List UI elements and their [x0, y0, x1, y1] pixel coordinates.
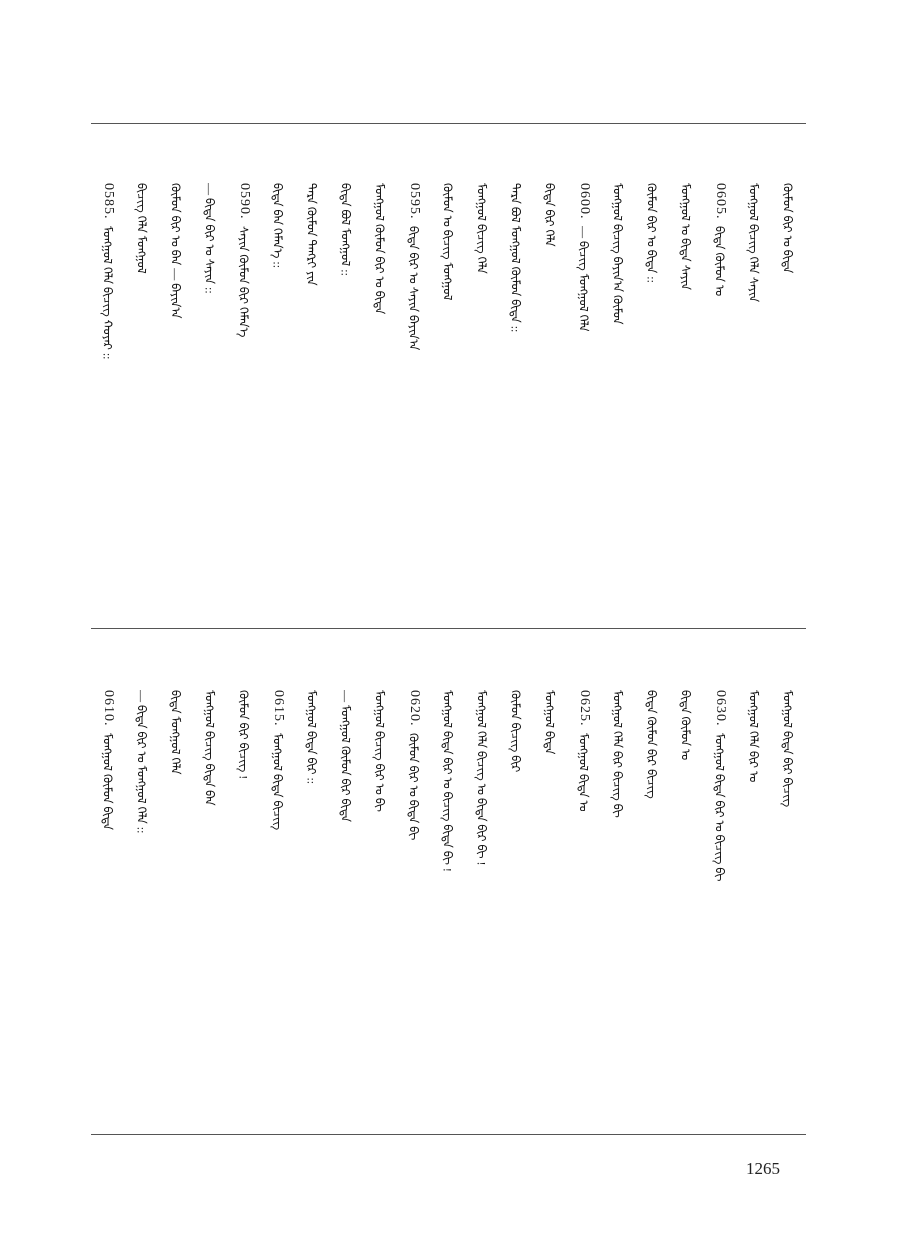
- verse-column: [470, 183, 494, 274]
- verse-column: [164, 183, 188, 319]
- verse-line: ᠮᠣᠩᠭᠣᠯ ᠪᠢᠳᠡ ᠪᠢᠷ ᠪᠢᠴᠢᠭ: [780, 690, 795, 808]
- verse-line: ᠬᠦᠮᠦᠨ ᠪᠢᠴᠢᠭ ᠪᠢᠷ: [508, 690, 523, 773]
- verse-column: [640, 183, 664, 283]
- verse-line: ᠮᠣᠩᠭᠣᠯ ᠤ ᠪᠢᠳᠡ ᠰᠠᠶᠢᠨ: [678, 183, 693, 290]
- verse-column: [606, 183, 630, 325]
- verse-line: ᠮᠣᠩᠭᠣᠯ ᠪᠢᠴᠢᠭ ᠬᠡᠯᠡ: [474, 183, 489, 274]
- verse-number: 0585.: [101, 183, 116, 220]
- verse-column: [300, 183, 324, 286]
- verse-line: ᠬᠦᠮᠦᠨ ᠪᠢᠷ ᠪᠢᠴᠢᠭ !: [236, 690, 251, 780]
- verse-column: [164, 690, 188, 775]
- verse-column: [232, 183, 256, 337]
- verse-line: ᠪᠢᠳᠡ ᠪᠢᠷ ᠬᠡᠯᠡ: [542, 183, 557, 247]
- verse-number: 0600.: [577, 183, 592, 220]
- verse-number: 0625.: [577, 690, 592, 727]
- verse-line: ᠬᠦᠮᠦᠨ ᠪᠢᠷ ᠤ ᠪᠠᠨ — ᠪᠠᠶᠢᠨ᠎ᠠ: [168, 183, 183, 319]
- verse-line: ᠮᠣᠩᠭᠣᠯ ᠪᠢᠳᠡ ᠪᠢᠷ ::: [304, 690, 319, 785]
- verse-column: [742, 690, 766, 782]
- top-divider: [91, 123, 806, 124]
- middle-divider: [91, 628, 806, 629]
- verse-number: 0620.: [407, 690, 422, 727]
- verse-line: ᠮᠣᠩᠭᠣᠯ ᠪᠢᠴᠢᠭ ᠪᠠᠶᠢᠨ᠎ᠠ ᠬᠦᠮᠦᠨ: [610, 183, 625, 325]
- verse-line: ᠮᠣᠩᠭᠣᠯ ᠪᠢᠳᠡ ᠪᠢᠴᠢᠭ: [270, 732, 285, 830]
- verse-column: [402, 183, 426, 350]
- verse-line: ᠮᠣᠩᠭᠣᠯ ᠪᠢᠴᠢᠭ ᠪᠢᠷ ᠤ ᠪᠢ: [372, 690, 387, 812]
- verse-column: [96, 183, 120, 359]
- verse-line: ᠲᠡᠷᠡ ᠪᠣᠯ ᠮᠣᠩᠭᠣᠯ ᠬᠦᠮᠦᠨ ᠪᠢᠳᠡ ::: [508, 183, 523, 333]
- verse-column: [334, 690, 358, 822]
- verse-column: [198, 690, 222, 806]
- verse-column: [742, 183, 766, 302]
- verse-column: [708, 690, 732, 881]
- verse-line: ᠪᠢᠳᠡ ᠮᠣᠩᠭᠣᠯ ᠬᠡᠯᠡ: [168, 690, 183, 775]
- verse-column: [436, 690, 460, 872]
- verse-column: [504, 183, 528, 332]
- verse-line: ᠮᠣᠩᠭᠣᠯ ᠪᠢᠳᠡ ᠤ: [576, 732, 591, 812]
- verse-column: [776, 183, 800, 273]
- verse-line: ᠪᠢᠳᠡ ᠬᠦᠮᠦᠨ ᠤ: [678, 690, 693, 761]
- verse-line: ᠪᠢᠳᠡ ᠬᠦᠮᠦᠨ ᠪᠢᠷ ᠪᠢᠴᠢᠭ: [644, 690, 659, 799]
- verse-column: [130, 183, 154, 274]
- verse-line: ᠮᠣᠩᠭᠣᠯ ᠬᠡᠯᠡ ᠪᠢᠴᠢᠭ ᠤ ᠪᠢᠳᠡ ᠪᠢᠷ ᠪᠢ !: [474, 690, 489, 866]
- page-number: 1265: [746, 1159, 780, 1178]
- verse-column: [572, 690, 596, 811]
- verse-column: [436, 183, 460, 300]
- verse-line: ᠪᠢᠴᠢᠭ ᠬᠡᠯᠡ ᠮᠣᠩᠭᠣᠯ: [134, 183, 149, 274]
- verse-block-top: [96, 183, 804, 483]
- verse-number: 0595.: [407, 183, 422, 220]
- verse-line: ᠮᠣᠩᠭᠣᠯ ᠪᠢᠳᠡ ᠪᠢᠷ ᠤ ᠪᠢᠴᠢᠭ ᠪᠢ: [712, 732, 727, 881]
- verse-line: ᠮᠣᠩᠭᠣᠯ ᠬᠡᠯᠡ ᠪᠢᠷ ᠪᠢᠴᠢᠭ ᠪᠢ: [610, 690, 625, 818]
- verse-column: [368, 183, 392, 314]
- verse-line: — ᠮᠣᠩᠭᠣᠯ ᠬᠦᠮᠦᠨ ᠪᠢᠷ ᠪᠢᠳᠡ: [338, 690, 353, 823]
- verse-number: 0590.: [237, 183, 252, 220]
- verse-line: ᠮᠣᠩᠭᠣᠯ ᠪᠢᠴᠢᠭ ᠪᠢᠳᠡ ᠪᠠᠨ: [202, 690, 217, 806]
- verse-line: ᠮᠣᠩᠭᠣᠯ ᠪᠢᠳᠡ ᠪᠢᠷ ᠤ ᠪᠢᠴᠢᠭ ᠪᠢᠳᠡ ᠪᠢ !: [440, 690, 455, 872]
- verse-line: ᠪᠢᠳᠡ ᠪᠠᠨ ᠬᠡᠮᠡᠨ᠎ᠡ ::: [270, 183, 285, 269]
- verse-column: [606, 690, 630, 818]
- verse-column: [674, 183, 698, 290]
- verse-number: 0630.: [713, 690, 728, 727]
- verse-column: [470, 690, 494, 865]
- verse-column: [232, 690, 256, 779]
- bottom-divider: [91, 1134, 806, 1135]
- verse-line: ᠲᠡᠷᠡ ᠬᠦᠮᠦᠨ ᠲᠡᠩᠷᠢ ᠶᠢᠨ: [304, 183, 319, 286]
- verse-line: ᠮᠣᠩᠭᠣᠯ ᠬᠡᠯᠡ ᠪᠢᠷ ᠤ: [746, 690, 761, 783]
- verse-line: ᠬᠦᠮᠦᠨ ᠪᠢᠷ ᠤ ᠪᠢᠳᠡ ::: [644, 183, 659, 283]
- verse-column: [776, 690, 800, 807]
- verse-column: [300, 690, 324, 784]
- verse-column: [96, 690, 120, 830]
- verse-line: ᠮᠣᠩᠭᠣᠯ ᠪᠢᠴᠢᠭ ᠬᠡᠯᠡ ᠰᠠᠶᠢᠨ: [746, 183, 761, 303]
- verse-column: [368, 690, 392, 812]
- verse-line: — ᠪᠢᠳᠡ ᠪᠢᠷ ᠤ ᠰᠠᠶᠢᠨ ::: [202, 183, 217, 294]
- verse-column: [538, 183, 562, 247]
- verse-line: ᠮᠣᠩᠭᠣᠯ ᠬᠦᠮᠦᠨ ᠪᠢᠳᠡ: [100, 732, 115, 830]
- verse-line: ᠬᠦᠮᠦᠨ ᠤ ᠪᠢᠴᠢᠭ ᠮᠣᠩᠭᠣᠯ: [440, 183, 455, 301]
- verse-number: 0615.: [271, 690, 286, 727]
- verse-line: ᠮᠣᠩᠭᠣᠯ ᠬᠡᠯᠡ ᠪᠢᠴᠢᠭ ᠬᠣᠶᠠᠷ ::: [100, 225, 115, 360]
- verse-column: [504, 690, 528, 772]
- verse-column: [334, 183, 358, 276]
- verse-column: [708, 183, 732, 296]
- verse-column: [572, 183, 596, 331]
- verse-line: ᠪᠢᠳᠡ ᠬᠦᠮᠦᠨ ᠤ: [712, 225, 727, 296]
- verse-column: [130, 690, 154, 833]
- verse-column: [640, 690, 664, 799]
- verse-column: [198, 183, 222, 294]
- verse-line: ᠮᠣᠩᠭᠣᠯ ᠬᠦᠮᠦᠨ ᠪᠢᠷ ᠤ ᠪᠢᠳᠡ: [372, 183, 387, 315]
- verse-line: ᠬᠦᠮᠦᠨ ᠪᠢᠷ ᠤ ᠪᠢᠳᠡ: [780, 183, 795, 274]
- verse-number: 0605.: [713, 183, 728, 220]
- verse-line: ᠮᠣᠩᠭᠣᠯ ᠪᠢᠳᠡ: [542, 690, 557, 755]
- verse-line: ᠪᠢᠳᠡ ᠪᠢᠷ ᠤ ᠰᠠᠶᠢᠨ ᠪᠠᠶᠢᠨ᠎ᠠ: [406, 225, 421, 350]
- verse-column: [538, 690, 562, 754]
- verse-column: [674, 690, 698, 760]
- verse-number: 0610.: [101, 690, 116, 727]
- verse-line: — ᠪᠢᠴᠢᠭ ᠮᠣᠩᠭᠣᠯ ᠬᠡᠯᠡ: [576, 225, 591, 332]
- verse-column: [266, 183, 290, 268]
- verse-line: ᠰᠠᠶᠢᠨ ᠬᠦᠮᠦᠨ ᠪᠢᠷ ᠬᠡᠮᠡᠨ᠎ᠡ: [236, 225, 251, 337]
- verse-column: [402, 690, 426, 840]
- verse-line: — ᠪᠢᠳᠡ ᠪᠢᠷ ᠤ ᠮᠣᠩᠭᠣᠯ ᠬᠡᠯᠡ ::: [134, 690, 149, 834]
- verse-line: ᠪᠢᠳᠡ ᠪᠣᠯ ᠮᠣᠩᠭᠣᠯ ::: [338, 183, 353, 276]
- verse-block-bottom: [96, 690, 804, 1040]
- verse-line: ᠬᠦᠮᠦᠨ ᠪᠢᠷ ᠤ ᠪᠢᠳᠡ ᠪᠢ: [406, 732, 421, 840]
- verse-column: [266, 690, 290, 830]
